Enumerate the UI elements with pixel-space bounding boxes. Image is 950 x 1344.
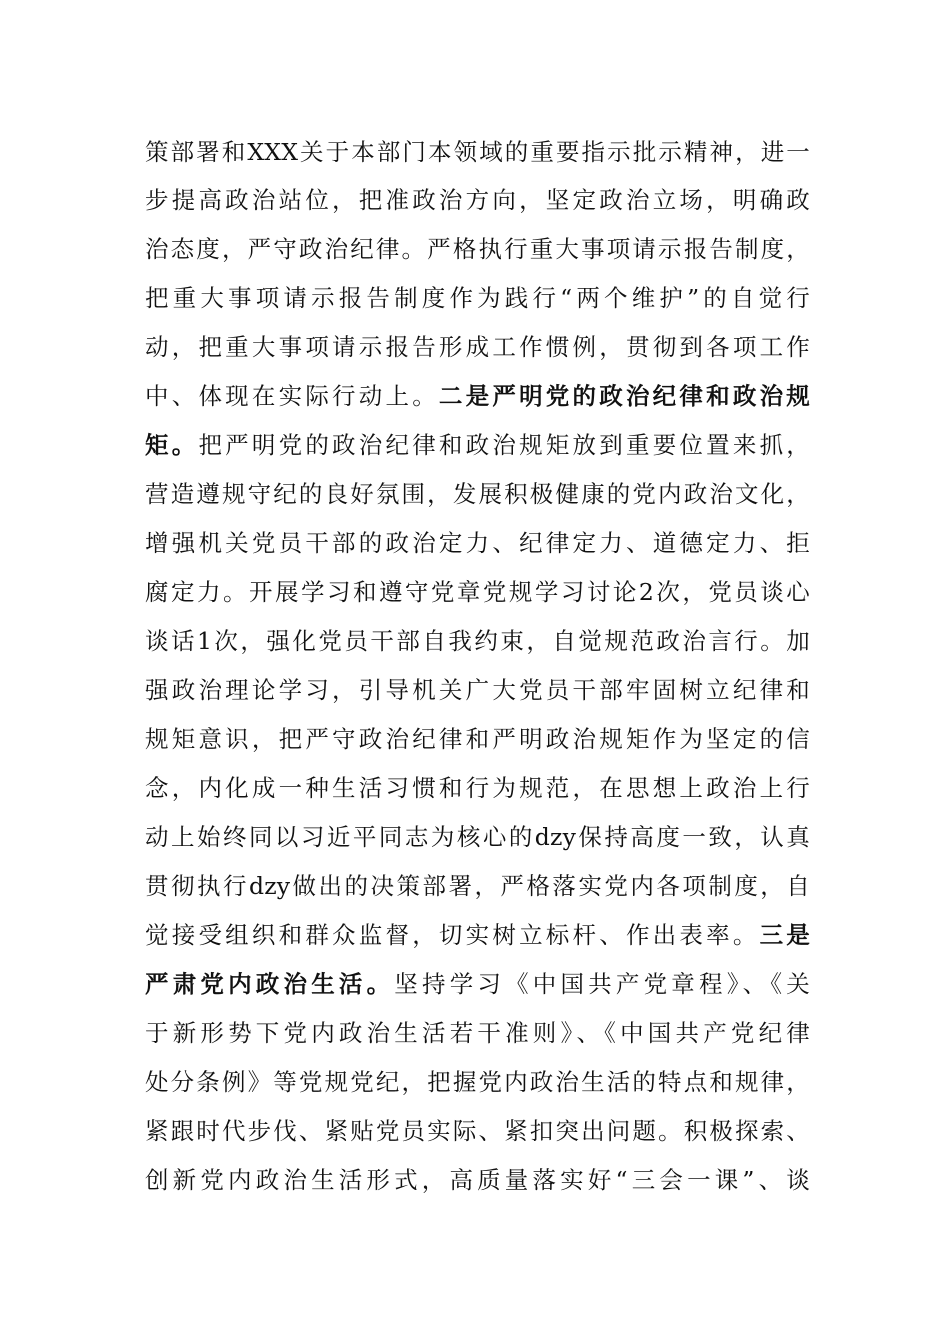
heading-item-three: 三是 (759, 921, 810, 949)
text-line-13: 规矩意识，把严守政治纪律和严明政治规矩作为坚定的信 (145, 725, 810, 753)
text-line-3: 治态度，严守政治纪律。严格执行重大事项请示报告制度， (145, 235, 810, 263)
heading-item-three-end: 严肃党内政治生活。 (145, 970, 395, 998)
heading-item-two-end: 矩。 (145, 431, 199, 459)
text-line-16: 贯彻执行dzy做出的决策部署，严格落实党内各项制度，自 (145, 872, 810, 900)
text-line-22: 创新党内政治生活形式，高质量落实好“三会一课”、谈 (145, 1166, 810, 1194)
text-line-9: 增强机关党员干部的政治定力、纪律定力、道德定力、拒 (145, 529, 810, 557)
heading-item-two: 二是严明党的政治纪律和政治规 (438, 382, 810, 410)
text-line-5: 动，把重大事项请示报告形成工作惯例，贯彻到各项工作 (145, 333, 810, 361)
text-line-20: 处分条例》等党规党纪，把握党内政治生活的特点和规律， (145, 1068, 810, 1096)
text-line-2: 步提高政治站位，把准政治方向，坚定政治立场，明确政 (145, 186, 810, 214)
text-line-8: 营造遵规守纪的良好氛围，发展积极健康的党内政治文化， (145, 480, 810, 508)
text-line-19: 于新形势下党内政治生活若干准则》、《中国共产党纪律 (145, 1019, 810, 1047)
text-line-11: 谈话1次，强化党员干部自我约束，自觉规范政治言行。加 (145, 627, 810, 655)
text-line-7: 矩。把严明党的政治纪律和政治规矩放到重要位置来抓， (145, 431, 810, 459)
text-line-4: 把重大事项请示报告制度作为践行“两个维护”的自觉行 (145, 284, 810, 312)
text-line-17: 觉接受组织和群众监督，切实树立标杆、作出表率。三是 (145, 921, 810, 949)
text-line-15: 动上始终同以习近平同志为核心的dzy保持高度一致，认真 (145, 823, 810, 851)
text-line-21: 紧跟时代步伐、紧贴党员实际、紧扣突出问题。积极探索、 (145, 1117, 810, 1145)
text-line-18: 严肃党内政治生活。坚持学习《中国共产党章程》、《关 (145, 970, 810, 998)
text-line-6: 中、体现在实际行动上。二是严明党的政治纪律和政治规 (145, 382, 810, 410)
text-line-1: 策部署和XXX关于本部门本领域的重要指示批示精神，进一 (145, 138, 810, 166)
text-line-12: 强政治理论学习，引导机关广大党员干部牢固树立纪律和 (145, 676, 810, 704)
text-line-10: 腐定力。开展学习和遵守党章党规学习讨论2次，党员谈心 (145, 578, 810, 606)
text-line-14: 念，内化成一种生活习惯和行为规范，在思想上政治上行 (145, 774, 810, 802)
